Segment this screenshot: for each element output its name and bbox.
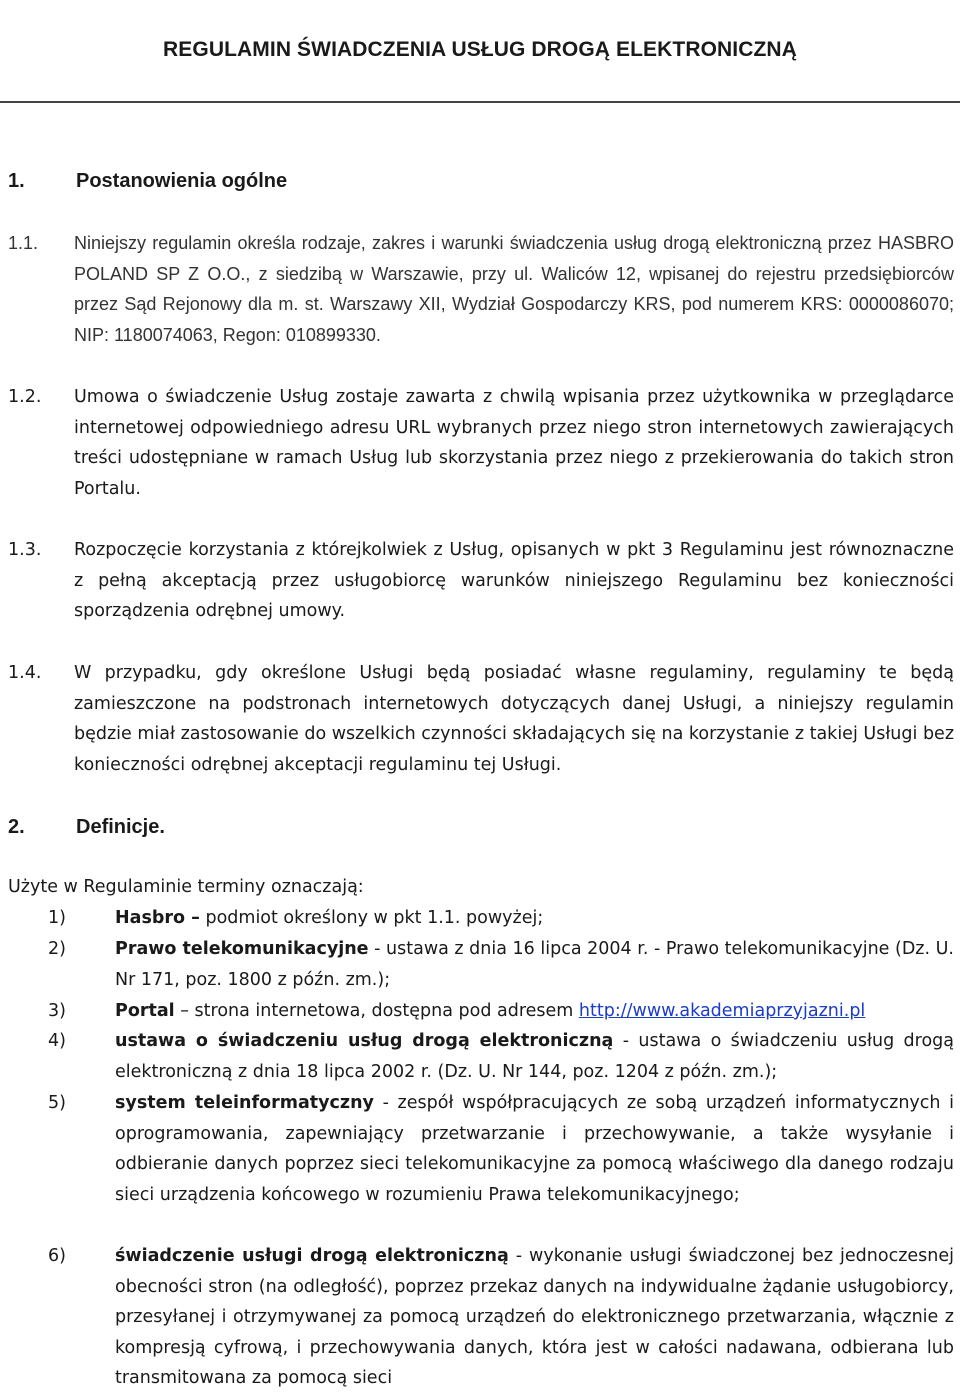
section-title: Postanowienia ogólne xyxy=(76,170,288,192)
definition-number: 2) xyxy=(48,939,66,959)
definition-item xyxy=(48,1026,954,1087)
definition-number: 4) xyxy=(48,1031,66,1051)
paragraph-number: 1.2. xyxy=(8,387,42,407)
paragraph-text: Rozpoczęcie korzystania z którejkolwiek z Usług, opisanych w pkt 3 Regulaminu jest równoznaczne z pełną akceptacją przez usługobiorcę warunków niniejszego Regulaminu bez konieczności sporządzenia odrębnej umowy. xyxy=(74,540,954,622)
definition-text: podmiot określony w pkt 1.1. powyżej; xyxy=(199,908,544,928)
section-number: 2. xyxy=(8,816,25,838)
paragraph-number: 1.4. xyxy=(8,663,42,683)
definition-item xyxy=(48,996,954,1027)
paragraph-text: Umowa o świadczenie Usług zostaje zawarta z chwilą wpisania przez użytkownika w przeglądarce internetowej odpowiedniego adresu URL wybranych przez niego stron internetowych zawierających treści udostępniane w ramach Usług lub skorzystania przez niego z przekierowania do takich stron Portalu. xyxy=(74,387,954,499)
definition-item xyxy=(48,903,954,934)
definition-item xyxy=(48,1241,954,1394)
definition-item xyxy=(48,934,954,995)
definition-term: Hasbro – xyxy=(115,908,200,928)
definition-text: - wykonanie usługi świadczonej bez jednoczesnej obecności stron (na odległość), poprzez przekaz danych na indywidualne żądanie usługobiorcy, przesyłanej i otrzymywanej za pomocą urządzeń do elektronicznego przetwarzania, włącznie z kompresją cyfrową, i przechowywania danych, która jest w całości nadawana, odbierana lub transmitowana za pomocą sieci xyxy=(115,1246,954,1389)
paragraph-number: 1.1. xyxy=(8,233,39,253)
section-number: 1. xyxy=(8,170,25,192)
paragraph-text: W przypadku, gdy określone Usługi będą posiadać własne regulaminy, regulaminy te będą zamieszczone na podstronach internetowych dotyczących danej Usługi, a niniejszy regulamin będzie miał zastosowanie do wszelkich czynności składających się na korzystanie z takiej Usługi bez konieczności odrębnej akceptacji regulaminu tej Usługi. xyxy=(74,663,954,775)
definition-text: - ustawa o świadczeniu usług drogą elektroniczną z dnia 18 lipca 2002 r. (Dz. U. Nr 144, poz. 1204 z późn. zm.); xyxy=(115,1031,955,1082)
paragraph-number: 1.3. xyxy=(8,540,42,560)
definition-number: 5) xyxy=(48,1093,66,1113)
definition-text: - zespół współpracujących ze sobą urządzeń informatycznych i oprogramowania, zapewniający przetwarzanie i przechowywanie, a także wysyłanie i odbieranie danych poprzez sieci telekomunikacyjne za pomocą właściwego dla danego rodzaju sieci urządzenia końcowego w rozumieniu Prawa telekomunikacyjnego; xyxy=(115,1093,954,1205)
definition-item xyxy=(48,1088,954,1210)
paragraph-1-1 xyxy=(8,228,954,350)
definition-term: Portal xyxy=(115,1001,175,1021)
title-divider xyxy=(0,101,960,103)
definition-term: świadczenie usługi drogą elektroniczną xyxy=(115,1246,509,1266)
definition-term: Prawo telekomunikacyjne xyxy=(115,939,369,959)
document-title: REGULAMIN ŚWIADCZENIA USŁUG DROGĄ ELEKTRONICZNĄ xyxy=(163,38,797,61)
paragraph-1-2 xyxy=(8,382,954,504)
section-title: Definicje. xyxy=(76,816,165,838)
paragraph-text: Niniejszy regulamin określa rodzaje, zakres i warunki świadczenia usług drogą elektroniczną przez HASBRO POLAND SP Z O.O., z siedzibą w Warszawie, przy ul. Waliców 12, wpisanej do rejestru przedsiębiorców przez Sąd Rejonowy dla m. st. Warszawy XII, Wydział Gospodarczy KRS, pod numerem KRS: 0000086070; NIP: 1180074063, Regon: 010899330. xyxy=(74,233,954,345)
definition-text: – strona internetowa, dostępna pod adresem xyxy=(174,1001,579,1021)
definitions-intro: Użyte w Regulaminie terminy oznaczają: xyxy=(8,877,364,897)
paragraph-1-4 xyxy=(8,658,954,780)
definition-number: 1) xyxy=(48,908,66,928)
definition-term: ustawa o świadczeniu usług drogą elektroniczną xyxy=(115,1031,614,1051)
paragraph-1-3 xyxy=(8,535,954,627)
definition-term: system teleinformatyczny xyxy=(115,1093,374,1113)
portal-link[interactable]: http://www.akademiaprzyjazni.pl xyxy=(578,1001,866,1021)
definition-number: 6) xyxy=(48,1246,66,1266)
definition-number: 3) xyxy=(48,1001,66,1021)
definition-text: - ustawa z dnia 16 lipca 2004 r. - Prawo telekomunikacyjne (Dz. U. Nr 171, poz. 1800 z późn. zm.); xyxy=(115,939,954,990)
